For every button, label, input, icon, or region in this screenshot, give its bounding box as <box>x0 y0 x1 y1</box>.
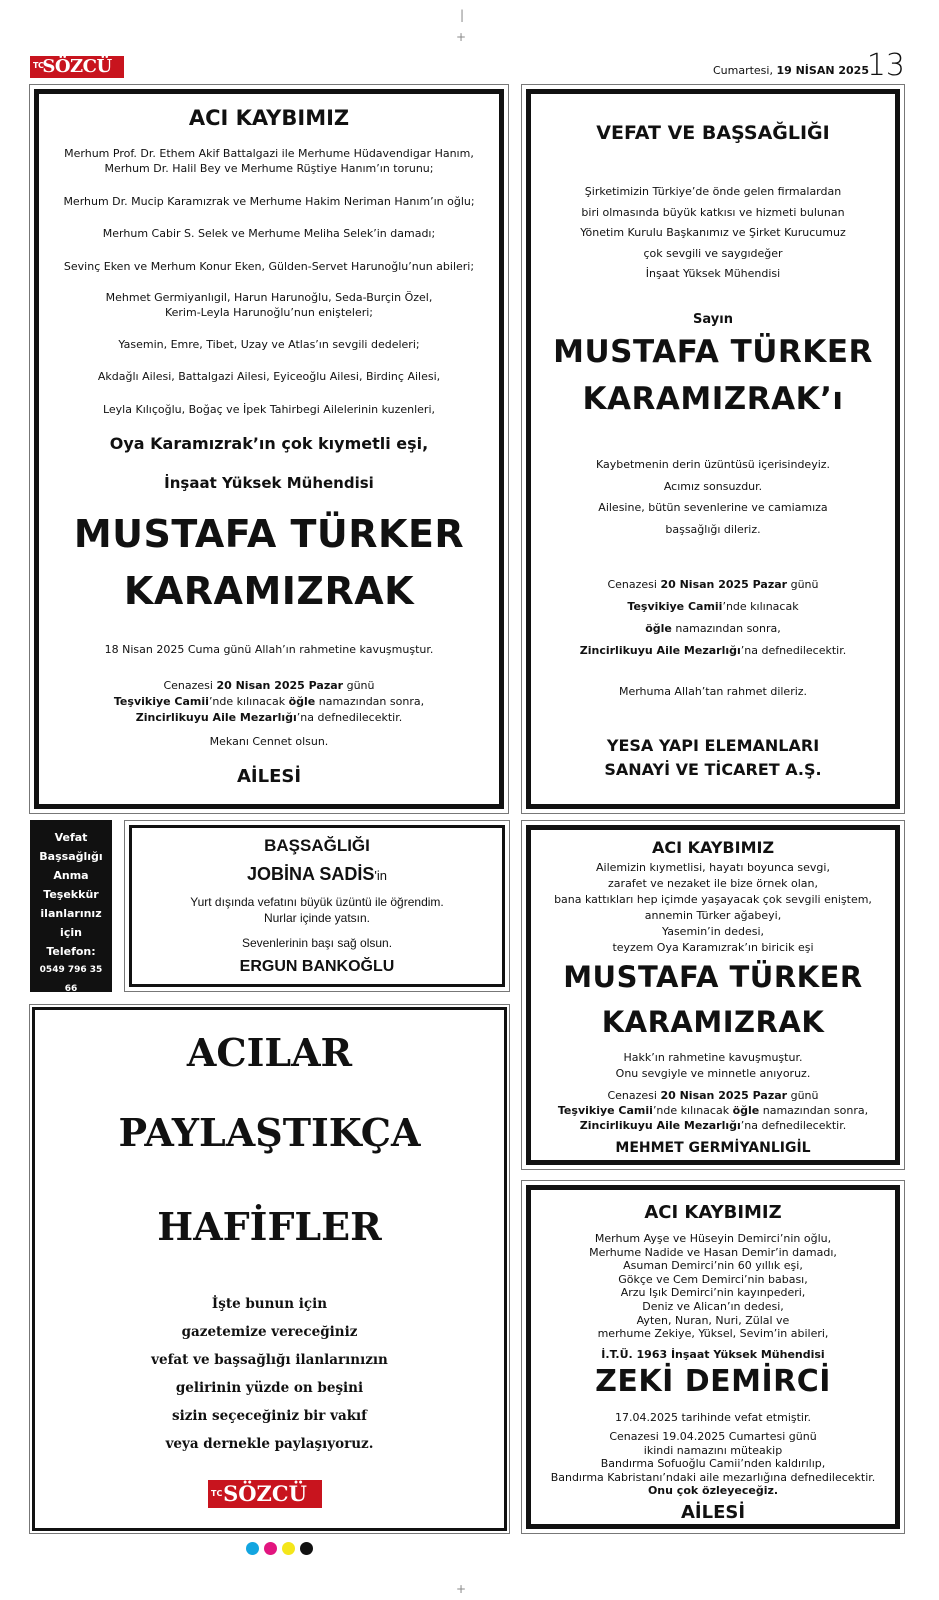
ad5-after: Hakk’ın rahmetine kavuşmuştur. <box>623 1051 803 1064</box>
ad5-f2a: Teşvikiye Camii <box>557 1104 653 1117</box>
ad6-title: ACI KAYBIMIZ <box>644 1202 782 1223</box>
ad2-f1a: Cenazesi <box>607 578 661 591</box>
ad2-f1b: 20 Nisan 2025 Pazar <box>660 578 788 591</box>
ad5-f3a: Zincirlikuyu Aile Mezarlığı <box>579 1119 741 1132</box>
ad4-headline-1: ACILAR <box>186 1030 353 1075</box>
side-line: ilanlarınız <box>40 907 102 920</box>
side-line: Başsağlığı <box>39 850 103 863</box>
ad3-name-line <box>132 864 502 885</box>
ad2-f2b: ’nde kılınacak <box>722 600 799 613</box>
ad1-line: Yasemin, Emre, Tibet, Uzay ve Atlas’ın sevgili dedeleri; <box>118 338 420 351</box>
logo-tc: TC <box>33 61 44 70</box>
ad6-death: 17.04.2025 tarihinde vefat etmiştir. <box>614 1411 812 1424</box>
ad6-closing: Onu çok özleyeceğiz. <box>647 1484 779 1497</box>
ad5-funeral-1 <box>531 1088 895 1103</box>
ad1-f3b: ’na defnedilecektir. <box>296 711 403 724</box>
side-line: Vefat <box>54 831 88 844</box>
ad1-name-line2: KARAMIZRAK <box>123 569 415 613</box>
ad1-wife: Oya Karamızrak’ın çok kıymetli eşi, <box>109 434 429 453</box>
ad6-line: merhume Zekiye, Yüksel, Sevim’in abileri, <box>597 1327 829 1341</box>
ad2-funeral-4 <box>531 640 895 662</box>
ad6-line: Ayten, Nuran, Nuri, Zülal ve <box>636 1313 790 1327</box>
ad5-f2d: namazından sonra, <box>759 1104 869 1117</box>
ad5-f2c: öğle <box>732 1104 760 1117</box>
ad1-closing: Mekanı Cennet olsun. <box>209 735 329 748</box>
ad5-signature: MEHMET GERMİYANLIGİL <box>615 1140 811 1156</box>
ad1-line: Merhum Dr. Mucip Karamızrak ve Merhume Hakim Neriman Hanım’ın oğlu; <box>63 195 475 208</box>
ad1-line: Leyla Kılıçoğlu, Boğaç ve İpek Tahirbegi Ailelerinin kuzenleri, <box>102 403 436 416</box>
ad3-line: Nurlar içinde yatsın. <box>263 911 371 925</box>
ad6-line: Deniz ve Alican’ın dedesi, <box>642 1299 784 1313</box>
ad6-line: Asuman Demirci’nin 60 yıllık eşi, <box>623 1259 803 1273</box>
logo-text: SÖZCÜ <box>42 56 112 77</box>
ad5-line: Yasemin’in dedesi, <box>662 925 764 938</box>
ad1-obituary <box>34 89 504 809</box>
ad4-body-line: gelirinin yüzde on beşini <box>175 1380 364 1396</box>
ad6-line: Arzu Işık Demirci’nin kayınpederi, <box>620 1286 806 1300</box>
ad3-signature: ERGUN BANKOĞLU <box>239 958 395 975</box>
ad1-line: Mehmet Germiyanlıgil, Harun Harunoğlu, Seda-Burçin Özel, <box>105 291 433 304</box>
ad1-line: Merhum Cabir S. Selek ve Merhume Meliha Selek’in damadı; <box>102 227 436 240</box>
ad5-line: zarafet ve nezaket ile bize örnek olan, <box>608 877 818 890</box>
ad5-f2b: ’nde kılınacak <box>652 1104 733 1117</box>
side-line: için <box>60 926 82 939</box>
ad1-f1c: günü <box>343 679 375 692</box>
crop-mark-bottom: + <box>456 1582 467 1596</box>
ad2-f3a: öğle <box>645 622 672 635</box>
ad1-line: Kerim-Leyla Harunoğlu’nun enişteleri; <box>164 306 374 319</box>
ad2-salutation: Sayın <box>693 312 733 327</box>
ad2-f4b: ’na defnedilecektir. <box>740 644 847 657</box>
ad2-condolence-line: Acımız sonsuzdur. <box>663 479 763 493</box>
cyan-dot <box>246 1542 259 1555</box>
ad2-f4a: Zincirlikuyu Aile Mezarlığı <box>579 644 741 657</box>
ad1-funeral-2 <box>39 694 499 709</box>
ad5-name-line2: KARAMIZRAK <box>601 1005 825 1039</box>
ad2-funeral-2 <box>531 596 895 618</box>
ad3-line: Sevenlerinin başı sağ olsun. <box>241 936 393 950</box>
ad6-signature: AİLESİ <box>680 1502 746 1523</box>
ad1-line: Akdağlı Ailesi, Battalgazi Ailesi, Eyiceoğlu Ailesi, Birdinç Ailesi, <box>97 370 441 383</box>
ad2-f3b: namazından sonra, <box>671 622 781 635</box>
ad5-line: Ailemizin kıymetlisi, hayatı boyunca sevgi, <box>596 861 830 874</box>
side-phone-number: 0549 796 35 66 <box>39 965 103 994</box>
ad2-f2a: Teşvikiye Camii <box>627 600 723 613</box>
black-dot <box>300 1542 313 1555</box>
ad2-line: Yönetim Kurulu Başkanımız ve Şirket Kurucumuz <box>580 226 846 239</box>
ad6-line: Gökçe ve Cem Demirci’nin babası, <box>618 1272 808 1286</box>
ad1-f1b: 20 Nisan 2025 Pazar <box>216 679 344 692</box>
ad4-body-line: gazetemize vereceğiniz <box>181 1324 358 1340</box>
ad2-prayer: Merhuma Allah’tan rahmet dileriz. <box>618 685 808 698</box>
ad5-f1b: 20 Nisan 2025 Pazar <box>660 1089 788 1102</box>
page-number: 13 <box>866 48 905 83</box>
side-line: Anma <box>53 869 89 882</box>
ad4-body-line: sizin seçeceğiniz bir vakıf <box>172 1408 367 1424</box>
ad2-title: VEFAT VE BAŞSAĞLIĞI <box>596 122 830 144</box>
ad2-funeral-3 <box>531 618 895 640</box>
sozcu-logo[interactable] <box>30 56 124 78</box>
ad3-suffix: 'in <box>374 868 387 883</box>
side-line: Teşekkür <box>43 888 99 901</box>
date-value: 19 NİSAN 2025 <box>776 64 869 77</box>
ad6-obituary <box>526 1185 900 1529</box>
side-phone-ad[interactable] <box>30 820 112 992</box>
ad5-title: ACI KAYBIMIZ <box>651 838 775 857</box>
ad3-condolence <box>129 825 505 987</box>
ad2-company-line1: YESA YAPI ELEMANLARI <box>606 736 820 755</box>
ad2-line: Şirketimizin Türkiye’de önde gelen firmalardan <box>584 185 842 198</box>
ad1-funeral-3 <box>39 710 499 725</box>
ad2-condolence-line: Ailesine, bütün sevenlerine ve camiamıza <box>598 501 828 514</box>
crop-mark-plus: + <box>456 30 467 44</box>
ad6-funeral-line: Bandırma Sofuoğlu Camii’nden kaldırılıp, <box>600 1457 826 1471</box>
ad5-f1c: günü <box>787 1089 819 1102</box>
ad5-funeral-2 <box>531 1103 895 1118</box>
ad2-line: biri olmasında büyük katkısı ve hizmeti bulunan <box>581 205 845 219</box>
ad6-profession: İ.T.Ü. 1963 İnşaat Yüksek Mühendisi <box>601 1348 825 1361</box>
ad5-f3b: ’na defnedilecektir. <box>740 1119 847 1132</box>
ad6-line: Merhume Nadide ve Hasan Demir’in damadı, <box>589 1245 837 1259</box>
side-line: Telefon: <box>46 945 96 958</box>
ad4-body-line: İşte bunun için <box>211 1296 328 1312</box>
ad1-death: 18 Nisan 2025 Cuma günü Allah’ın rahmetine kavuşmuştur. <box>104 643 434 656</box>
ad2-company-line2: SANAYİ VE TİCARET A.Ş. <box>604 760 822 779</box>
ad5-f1a: Cenazesi <box>607 1089 661 1102</box>
ad1-funeral-1 <box>39 678 499 693</box>
ad2-f1c: günü <box>787 578 819 591</box>
ad2-line: çok sevgili ve saygıdeğer <box>643 246 783 260</box>
ad1-signature: AİLESİ <box>236 766 302 787</box>
ad2-condolence-line: başsağlığı dileriz. <box>665 522 761 536</box>
ad5-obituary <box>526 825 900 1165</box>
ad2-funeral-1 <box>531 574 895 596</box>
ad1-f2a: Teşvikiye Camii <box>113 695 209 708</box>
ad1-f2b: ’nde kılınacak <box>208 695 289 708</box>
date-weekday: Cumartesi, <box>712 64 773 77</box>
ad3-name: JOBİNA SADİS <box>247 864 375 884</box>
ad1-line: Sevinç Eken ve Merhum Konur Eken, Gülden-Servet Harunoğlu’nun abileri; <box>63 260 475 273</box>
ad1-f2c: öğle <box>288 695 316 708</box>
ad5-line: teyzem Oya Karamızrak’ın biricik eşi <box>612 941 814 954</box>
ad1-f2d: namazından sonra, <box>315 695 425 708</box>
ad1-title: ACI KAYBIMIZ <box>188 106 350 130</box>
ad2-condolence <box>526 89 900 809</box>
ad4-logo-tc: TC <box>211 1489 223 1498</box>
ad2-name-line2: KARAMIZRAK’ı <box>582 381 844 417</box>
ad3-title: BAŞSAĞLIĞI <box>264 836 370 855</box>
ad4-logo-text: SÖZCÜ <box>223 1481 307 1506</box>
ad4-body-line: veya dernekle paylaşıyoruz. <box>165 1436 374 1452</box>
ad5-line: bana kattıkları hep içimde yaşayacak çok sevgili eniştem, <box>554 893 872 906</box>
ad5-funeral-3 <box>531 1118 895 1133</box>
ad4-headline-3: HAFİFLER <box>157 1204 382 1249</box>
yellow-dot <box>282 1542 295 1555</box>
ad1-profession: İnşaat Yüksek Mühendisi <box>164 474 374 492</box>
ad5-name-line1: MUSTAFA TÜRKER <box>563 960 863 994</box>
ad1-line: Merhum Prof. Dr. Ethem Akif Battalgazi ile Merhume Hüdavendigar Hanım, <box>64 147 474 160</box>
ad1-line: Merhum Dr. Halil Bey ve Merhume Rüştiye Hanım’ın torunu; <box>104 162 434 175</box>
ad1-name-line1: MUSTAFA TÜRKER <box>73 512 465 556</box>
ad4-headline-2: PAYLAŞTIKÇA <box>118 1110 421 1155</box>
ad4-body-line: vefat ve başsağlığı ilanlarınızın <box>151 1352 388 1368</box>
ad6-funeral-line: Bandırma Kabristanı’ndaki aile mezarlığına defnedilecektir. <box>550 1470 876 1484</box>
ad1-f1a: Cenazesi <box>163 679 217 692</box>
ad5-after: Onu sevgiyle ve minnetle anıyoruz. <box>615 1067 811 1080</box>
ad6-line: Merhum Ayşe ve Hüseyin Demirci’nin oğlu, <box>594 1232 832 1245</box>
ad4-promo <box>32 1007 507 1531</box>
color-registration-dots <box>246 1540 318 1559</box>
ad2-condolence-line: Kaybetmenin derin üzüntüsü içerisindeyiz. <box>595 458 831 471</box>
ad2-line: İnşaat Yüksek Mühendisi <box>645 267 781 280</box>
magenta-dot <box>264 1542 277 1555</box>
ad3-line: Yurt dışında vefatını büyük üzüntü ile öğrendim. <box>190 895 444 909</box>
ad6-name: ZEKİ DEMİRCİ <box>595 1364 831 1399</box>
ad2-name-line1: MUSTAFA TÜRKER <box>553 334 873 370</box>
ad5-line: annemin Türker ağabeyi, <box>644 909 782 922</box>
ad6-funeral-line: ikindi namazını müteakip <box>643 1443 783 1457</box>
crop-mark-top: | <box>460 8 465 22</box>
issue-date <box>713 64 869 77</box>
ad1-f3a: Zincirlikuyu Aile Mezarlığı <box>135 711 297 724</box>
ad4-sozcu-logo[interactable] <box>208 1480 322 1508</box>
ad6-funeral-line: Cenazesi 19.04.2025 Cumartesi günü <box>609 1430 817 1443</box>
